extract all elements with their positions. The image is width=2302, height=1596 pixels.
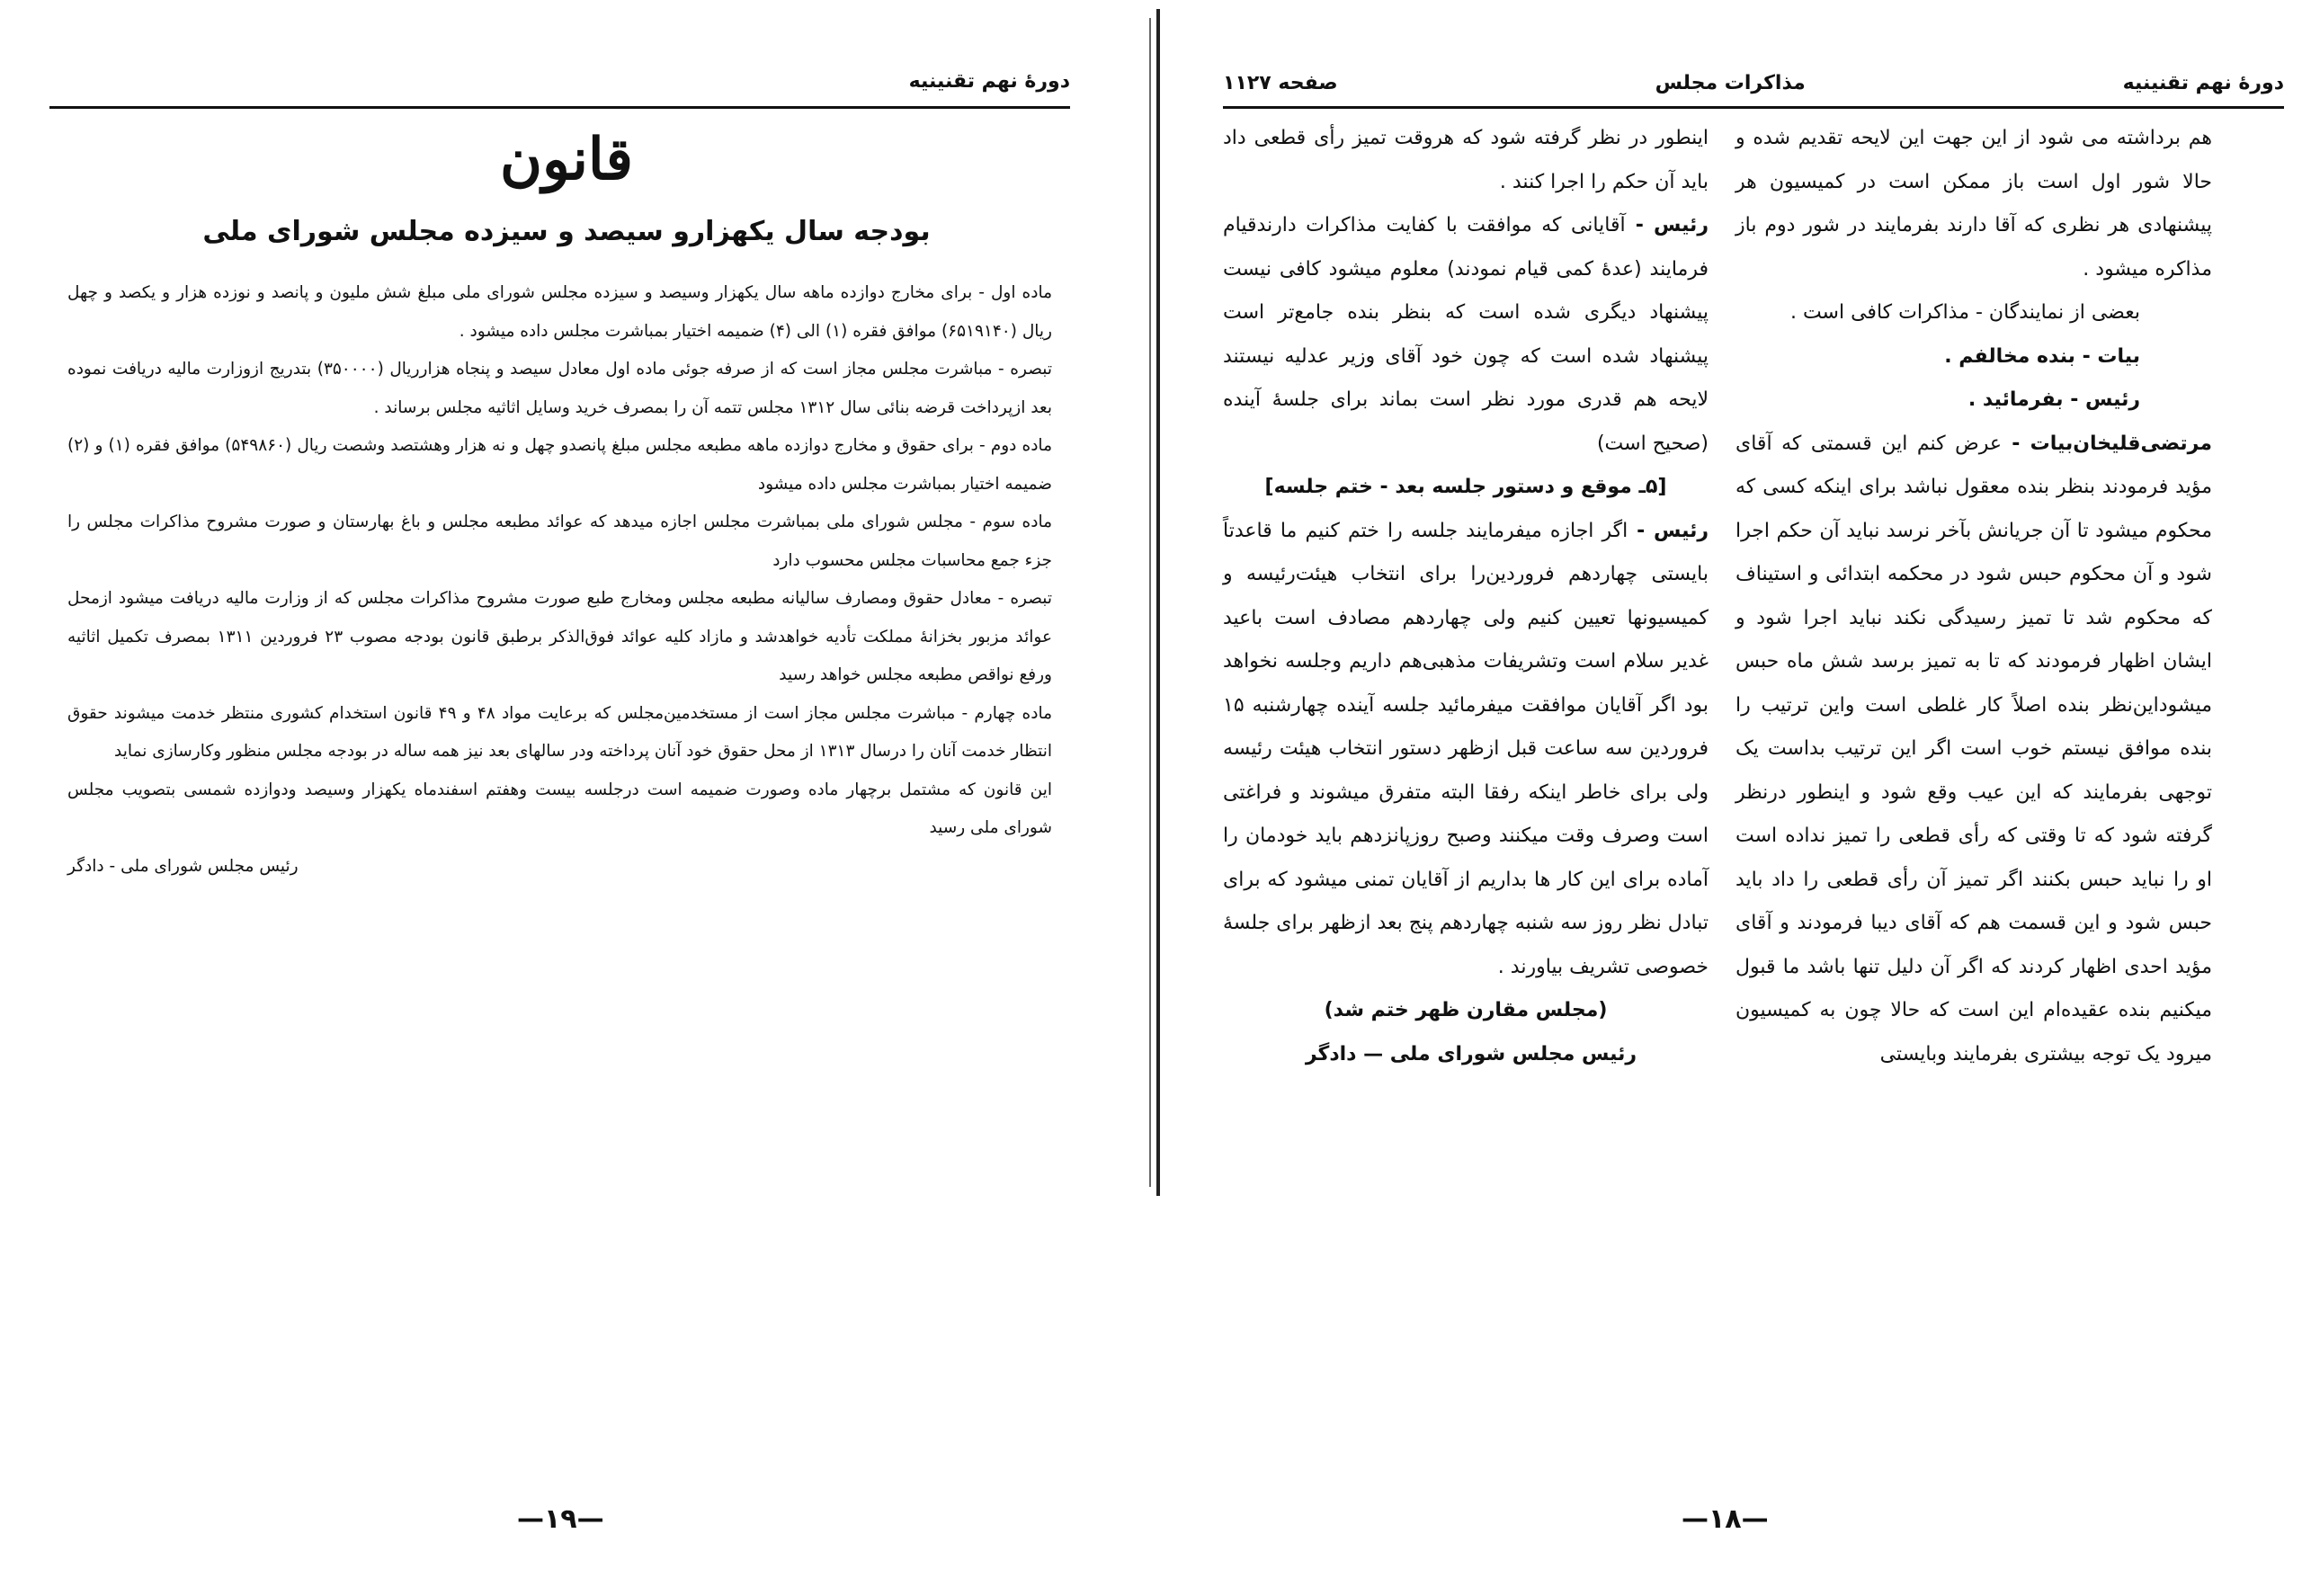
section-heading bbox=[1223, 466, 1709, 510]
debate-paragraph bbox=[1735, 379, 2212, 423]
closing-signature-text: رئیس مجلس شورای ملی — دادگر bbox=[1305, 1042, 1637, 1065]
left-header-term: دورهٔ نهم تقنینیه bbox=[908, 70, 1070, 93]
right-header-center: مذاکرات مجلس bbox=[1655, 72, 1806, 94]
speech-text: اگر اجازه میفرمایند جلسه را ختم کنیم ما قاعدتاً بایستی چهاردهم فروردین‌را برای انتخاب هیئت‌رئیسه و کمیسیونها تعیین کنیم ولی چهاردهم مصادف است باعید غدیر سلام است وتشریفات مذهبی‌هم داریم وجلسه نخواهد بود اگر آقایان موافقت میفرمائید جلسه آینده چهارشنبه ۱۵ فروردین سه ساعت قبل ازظهر دستور انتخاب هیئت رئیسه ولی برای خاطر اینکه رفقا البته متفرق میشوند و فراغتی است وصرف وقت میکنند وصبح روزپانزدهم باید خودمان را آماده برای این کار ها بداریم از آقایان تمنی میشود که برای تبادل نظر روز سه شنبه چهاردهم پنج بعد ازظهر برای جلسهٔ خصوصی تشریف بیاورند . bbox=[1223, 519, 1709, 978]
debate-paragraph bbox=[1735, 117, 2212, 291]
law-signature-row bbox=[67, 848, 1052, 887]
right-header-page: صفحه ۱۱۲۷ bbox=[1223, 72, 1338, 94]
left-header-rule bbox=[49, 106, 1070, 109]
speaker-name: رئیس - bbox=[1628, 519, 1709, 542]
debate-paragraph bbox=[1223, 117, 1709, 204]
left-page-number: —۱۹— bbox=[517, 1503, 604, 1535]
speech-text: اینطور در نظر گرفته شود که هروقت تمیز رأی قطعی داد باید آن حکم را اجرا کنند . bbox=[1223, 127, 1709, 193]
right-page-number: —۱۸— bbox=[1682, 1503, 1769, 1535]
right-header-term: دورهٔ نهم تقنینیه bbox=[2122, 72, 2284, 94]
session-close-note bbox=[1223, 989, 1709, 1033]
law-title: قانون bbox=[500, 126, 633, 193]
debate-paragraph bbox=[1223, 204, 1709, 466]
closing-signature bbox=[1223, 1033, 1709, 1077]
law-paragraph: ماده اول - برای مخارج دوازده ماهه سال یکهزار وسیصد و سیزده مجلس شورای ملی مبلغ شش ملیون و پانصد و نوزده هزار و یکصد و چهل ریال (۶۵۱۹۱۴۰) موافق فقره (۱) الی (۴) ضمیمه اختیار بمباشرت مجلس داده میشود . bbox=[67, 283, 1052, 341]
law-paragraph: ماده دوم - برای حقوق و مخارج دوازده ماهه مطبعه مجلس مبلغ پانصدو چهل و نه هزار وهشتصد وشصت ریال (۵۴۹۸۶۰) موافق فقره (۱) و (۲) ضمیمه اختیار بمباشرت مجلس داده میشود bbox=[67, 436, 1052, 494]
left-page-header bbox=[49, 70, 1070, 93]
speaker-name: مرتضی‌قلیخان‌بیات - bbox=[2002, 432, 2212, 455]
speech-text: بعضی از نمایندگان - مذاکرات کافی است . bbox=[1789, 301, 2140, 324]
law-paragraph: تبصره - مباشرت مجلس مجاز است که از صرفه جوئی ماده اول معادل سیصد و پنجاه هزارریال (۳۵۰۰۰۰) بتدریج ازوزارت مالیه دریافت نموده بعد ازپرداخت قرضه بنائی سال ۱۳۱۲ مجلس تتمه آن را بمصرف خرید وسایل اثاثیه مجلس برساند . bbox=[67, 360, 1052, 417]
right-page-header bbox=[1223, 72, 2284, 94]
debate-paragraph bbox=[1223, 510, 1709, 990]
speech-text: آقایانی که موافقت با کفایت مذاکرات دارندقیام فرمایند (عدهٔ کمی قیام نمودند) معلوم میشود کافی نیست پیشنهاد دیگری شده است که بنظر بنده جامع‌تر است پیشنهاد شده است که چون خود آقای وزیر عدلیه نیستند لایحه هم قدری مورد نظر است بماند برای جلسهٔ آینده (صحیح است) bbox=[1223, 214, 1709, 455]
law-paragraph: ماده چهارم - مباشرت مجلس مجاز است از مستخدمین‌مجلس که برعایت مواد ۴۸ و ۴۹ قانون استخدام کشوری منتظر خدمت میشوند حقوق انتظار خدمت آنان را درسال ۱۳۱۳ از محل حقوق خود آنان پرداخته ودر سالهای بعد نیز همه ساله در بودجه مجلس منظور وکارسازی نماید bbox=[67, 703, 1052, 761]
speech-text: عرض کنم این قسمتی که آقای مؤید فرمودند بنظر بنده معقول نباشد برای اینکه کسی که محکوم میشود تا آن جریانش بآخر نرسد نباید آن حکم اجرا شود و آن محکوم حبس شود در محکمه ابتدائی و استیناف که محکوم شد تا تمیز رسیدگی نکند نباید اجرا شود و ایشان اظهار فرمودند که تا به تمیز برسد شش ماه حبس میشود‌این‌نظر بنده اصلاً کار غلطی است واین ترتیب را بنده موافق نیستم خوب است اگر این ترتیب بداست یک توجهی بفرمایند که این عیب وقع شود و اینطور درنظر گرفته شود که تا وقتی که رأی قطعی را تمیز نداده است او را نباید حبس بکنند اگر تمیز آن رأی قطعی را داد باید حبس شود و این قسمت هم که آقای دیبا فرمودند و آقای مؤید احدی اظهار کردند که اگر آن دلیل تنها باشد ما قبول میکنیم بنده عقیده‌ام این است که حالا چون به کمیسیون میرود یک توجه بیشتری بفرمایند وبایستی bbox=[1735, 432, 2212, 1065]
session-close-text: (مجلس مقارن ظهر ختم شد) bbox=[1324, 999, 1608, 1021]
law-paragraph: این قانون که مشتمل برچهار ماده وصورت ضمیمه است درجلسه بیست وهفتم اسفندماه یکهزار وسیصد ودوازده شمسی بتصویب مجلس شورای ملی رسید bbox=[67, 780, 1052, 837]
debate-paragraph bbox=[1735, 335, 2212, 379]
speech-text: رئیس - بفرمائید . bbox=[1967, 388, 2140, 411]
law-body bbox=[67, 274, 1052, 886]
speech-text: بیات - بنده مخالفم . bbox=[1944, 344, 2140, 368]
speaker-name: رئیس - bbox=[1625, 214, 1709, 236]
speech-text: هم برداشته می شود از این جهت این لایحه تقدیم شده و حالا شور اول است باز ممکن است در کمیسیون هر پیشنهادی هر نظری که آقا دارند بفرمایند در شور دوم باز مذاکره میشود . bbox=[1735, 127, 2212, 281]
right-column bbox=[1735, 117, 2212, 1076]
left-page bbox=[0, 0, 1124, 1596]
law-paragraph: تبصره - معادل حقوق ومصارف سالیانه مطبعه مجلس ومخارج طبع صورت مشروح مذاکرات مجلس که از وزارت مالیه دریافت میشود ازمحل عوائد مزبور بخزانهٔ مملکت تأدیه خواهدشد و مازاد کلیه عوائد فوق‌الذکر برطبق قانون بودجه مصوب ۲۳ فروردین ۱۳۱۱ بمصرف تکمیل اثاثیه ورفع نواقص مطبعه مجلس خواهد رسید bbox=[67, 589, 1052, 684]
law-signature: رئیس مجلس شورای ملی - دادگر bbox=[67, 856, 299, 876]
left-column bbox=[1223, 117, 1709, 1076]
debate-paragraph bbox=[1735, 291, 2212, 335]
debate-paragraph bbox=[1735, 423, 2212, 1077]
law-subtitle: بودجه سال یکهزارو سیصد و سیزده مجلس شورای ملی bbox=[202, 216, 931, 247]
right-header-rule bbox=[1223, 106, 2284, 109]
law-paragraph: ماده سوم - مجلس شورای ملی بمباشرت مجلس اجازه میدهد که عوائد مطبعه مجلس و باغ بهارستان و صورت مشروح مذاکرات مجلس را جزء جمع محاسبات مجلس محسوب دارد bbox=[67, 513, 1052, 570]
section-heading-text: [۵ـ موقع و دستور جلسه بعد - ختم جلسه] bbox=[1264, 476, 1667, 498]
